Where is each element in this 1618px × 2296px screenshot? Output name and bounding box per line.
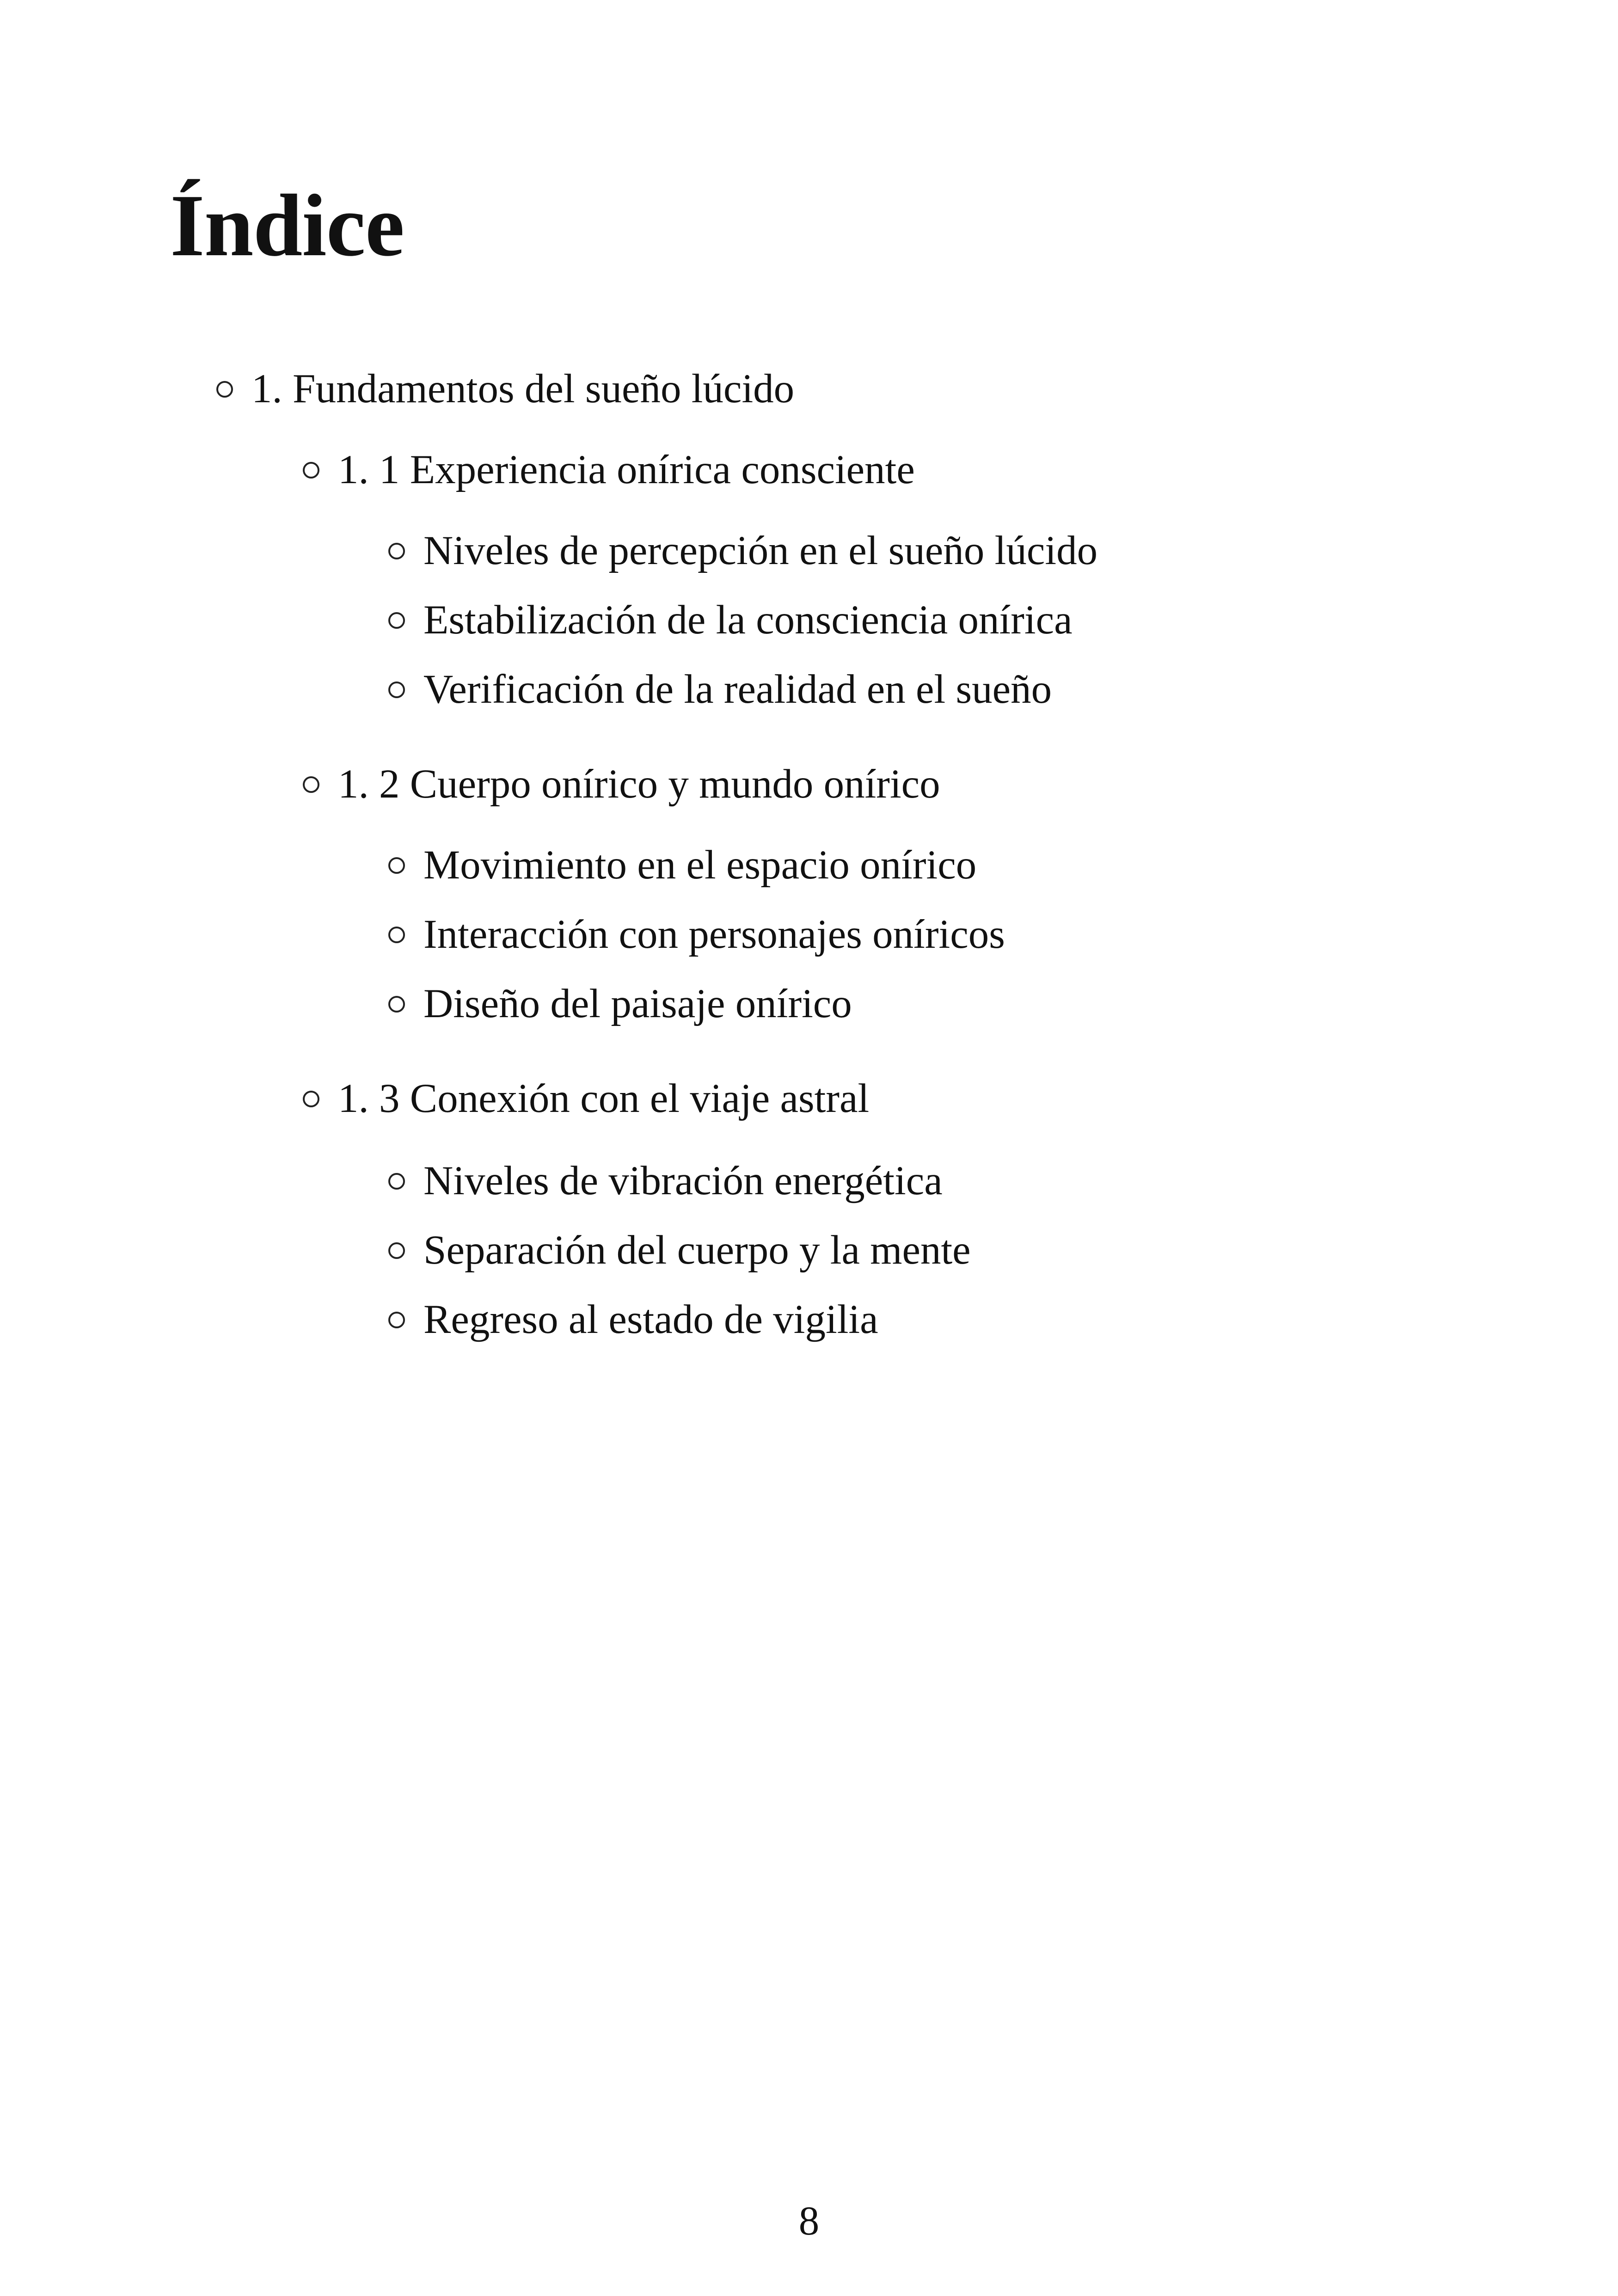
toc-entry-subsection[interactable] [388,597,1073,643]
toc-entry-label: 1. Fundamentos del sueño lúcido [251,366,795,411]
toc-entry-label: 1. 2 Cuerpo onírico y mundo onírico [338,761,940,807]
toc-entry-section-1-2[interactable] [303,761,940,807]
toc-entry-subsection[interactable] [388,1160,943,1202]
page-title: Índice [170,176,404,275]
circle-bullet-icon [388,927,405,943]
circle-bullet-icon [388,857,405,874]
toc-entry-subsection[interactable] [388,530,1097,571]
circle-bullet-icon [303,462,319,479]
toc-entry-label: Diseño del paisaje onírico [423,981,852,1026]
circle-bullet-icon [388,681,405,698]
toc-entry-section-1-3[interactable] [303,1078,869,1119]
circle-bullet-icon [388,1173,405,1190]
toc-entry-label: Niveles de percepción en el sueño lúcido [423,528,1098,573]
circle-bullet-icon [388,612,405,629]
toc-entry-subsection[interactable] [388,914,1005,955]
toc-entry-chapter-1[interactable] [216,368,794,410]
toc-entry-subsection[interactable] [388,842,977,888]
toc-entry-subsection[interactable] [388,1299,878,1340]
toc-entry-label: Verificación de la realidad en el sueño [423,667,1052,712]
toc-entry-section-1-1[interactable] [303,449,915,491]
circle-bullet-icon [388,996,405,1013]
toc-entry-label: Movimiento en el espacio onírico [423,842,977,888]
circle-bullet-icon [388,543,405,559]
toc-entry-subsection[interactable] [388,669,1052,710]
toc-entry-subsection[interactable] [388,983,852,1025]
circle-bullet-icon [216,381,233,398]
toc-entry-label: Interacción con personajes oníricos [423,912,1005,957]
circle-bullet-icon [388,1312,405,1328]
toc-entry-label: Regreso al estado de vigilia [423,1297,878,1342]
toc-entry-label: 1. 3 Conexión con el viaje astral [338,1076,870,1121]
toc-entry-subsection[interactable] [388,1230,971,1271]
page-number: 8 [798,2198,820,2244]
circle-bullet-icon [303,1091,319,1107]
toc-entry-label: Separación del cuerpo y la mente [423,1228,971,1273]
toc-entry-label: 1. 1 Experiencia onírica consciente [338,447,915,492]
circle-bullet-icon [388,1242,405,1259]
circle-bullet-icon [303,776,319,793]
toc-entry-label: Estabilización de la consciencia onírica [423,597,1073,643]
toc-entry-label: Niveles de vibración energética [423,1158,943,1203]
